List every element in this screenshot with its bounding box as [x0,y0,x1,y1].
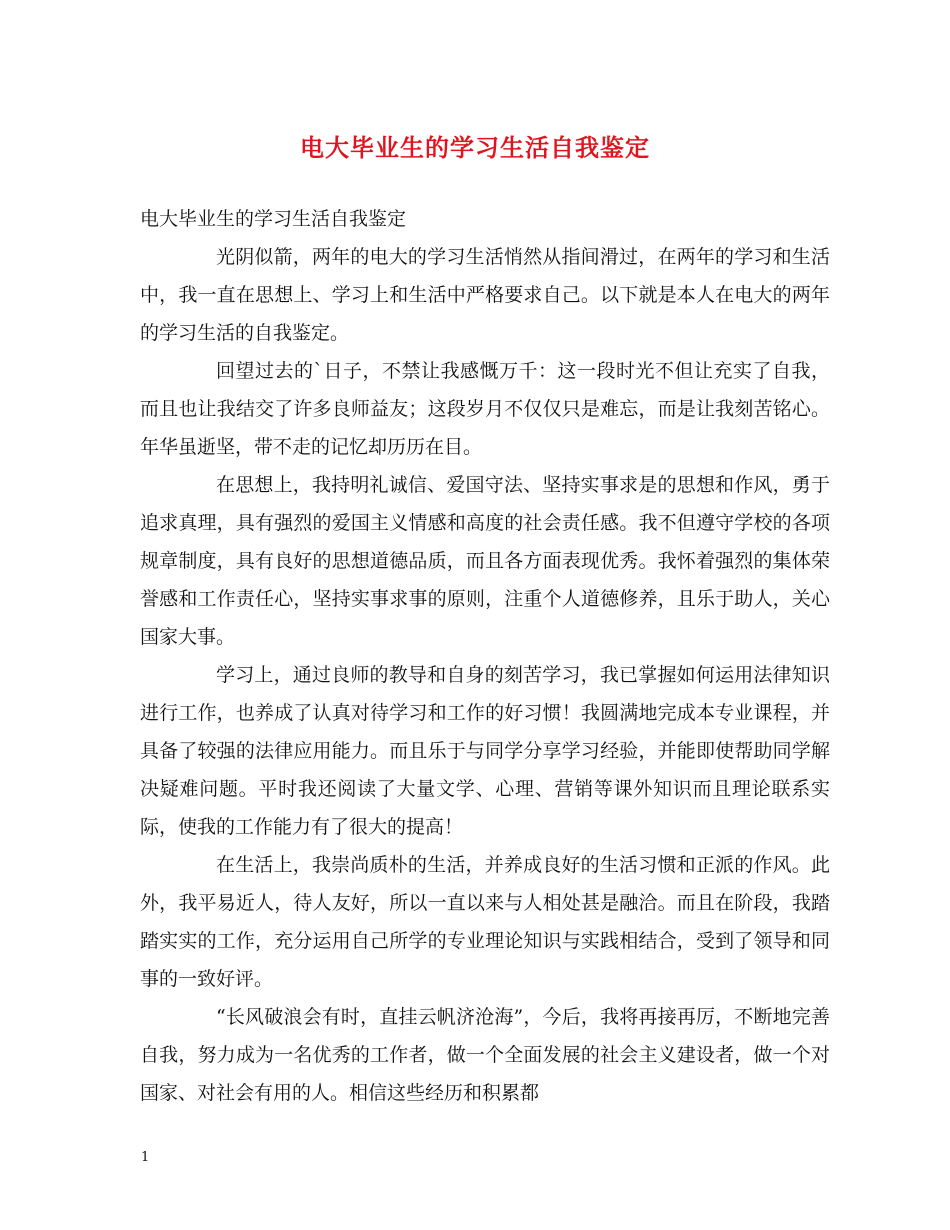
page-number: 1 [141,1150,150,1165]
document-body [140,200,830,1112]
paragraph-reflection: 回望过去的`日子，不禁让我感慨万千：这一段时光不但让充实了自我，而且也让我结交了许多良师益友；这段岁月不仅仅只是难忘，而是让我刻苦铭心。年华虽逝坚，带不走的记忆却历历在目。 [140,360,830,458]
paragraph-study: 学习上，通过良师的教导和自身的刻苦学习，我已掌握如何运用法律知识进行工作，也养成了认真对待学习和工作的好习惯！我圆满地完成本专业课程，并具备了较强的法律应用能力。而且乐于与同学分享学习经验，并能即使帮助同学解决疑难问题。平时我还阅读了大量文学、心理、营销等课外知识而且理论联系实际，使我的工作能力有了很大的提高！ [140,664,830,838]
paragraph-thought: 在思想上，我持明礼诚信、爱国守法、坚持实事求是的思想和作风，勇于追求真理，具有强烈的爱国主义情感和高度的社会责任感。我不但遵守学校的各项规章制度，具有良好的思想道德品质，而且各方面表现优秀。我怀着强烈的集体荣誉感和工作责任心，坚持实事求事的原则，注重个人道德修养，且乐于助人，关心国家大事。 [140,474,830,648]
paragraph-intro: 光阴似箭，两年的电大的学习生活悄然从指间滑过，在两年的学习和生活中，我一直在思想上、学习上和生活中严格要求自己。以下就是本人在电大的两年的学习生活的自我鉴定。 [140,246,830,344]
paragraph-future: “长风破浪会有时，直挂云帆济沧海”，今后，我将再接再厉，不断地完善自我，努力成为一名优秀的工作者，做一个全面发展的社会主义建设者，做一个对国家、对社会有用的人。相信这些经历和积累都 [140,1006,830,1104]
paragraph-life: 在生活上，我崇尚质朴的生活，并养成良好的生活习惯和正派的作风。此外，我平易近人，待人友好，所以一直以来与人相处甚是融洽。而且在阶段，我踏踏实实的工作，充分运用自己所学的专业理论知识与实践相结合，受到了领导和同事的一致好评。 [140,854,830,990]
document-subtitle: 电大毕业生的学习生活自我鉴定 [140,208,407,230]
document-title: 电大毕业生的学习生活自我鉴定 [300,133,650,162]
